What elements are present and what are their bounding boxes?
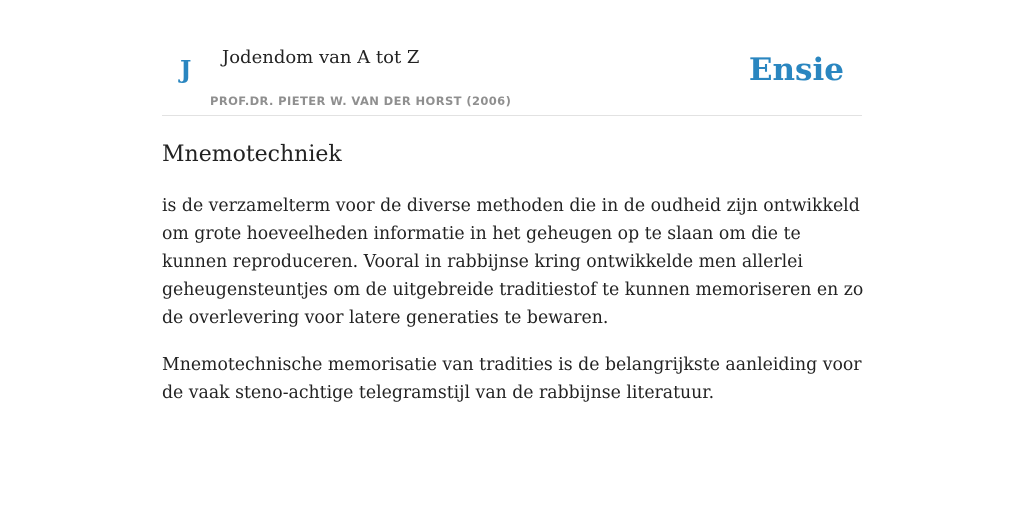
entry-body [162,192,867,426]
ensie-logo-link[interactable]: Ensie [748,52,844,88]
entry-paragraph: Mnemotechnische memorisatie van tradities is de belangrijkste aanleiding voor de vaak steno-achtige telegramstijl van de rabbijnse literatuur. [162,355,862,403]
source-header [162,40,862,116]
book-title-link[interactable]: Jodendom van A tot Z [222,47,420,68]
entry-paragraph: is de verzamelterm voor de diverse methoden die in de oudheid zijn ontwikkeld om grote hoeveelheden informatie in het geheugen op te slaan om die te kunnen reproduceren. Vooral in rabbijnse kring ontwikkelde men allerlei geheugensteuntjes om de uitgebreide traditiestof te kunnen memoriseren en zo de overlevering voor latere generaties te bewaren. [162,196,864,328]
book-initial-icon: J [180,55,192,84]
entry-title: Mnemotechniek [162,142,342,167]
book-author: PROF.DR. PIETER W. VAN DER HORST (2006) [210,94,512,108]
